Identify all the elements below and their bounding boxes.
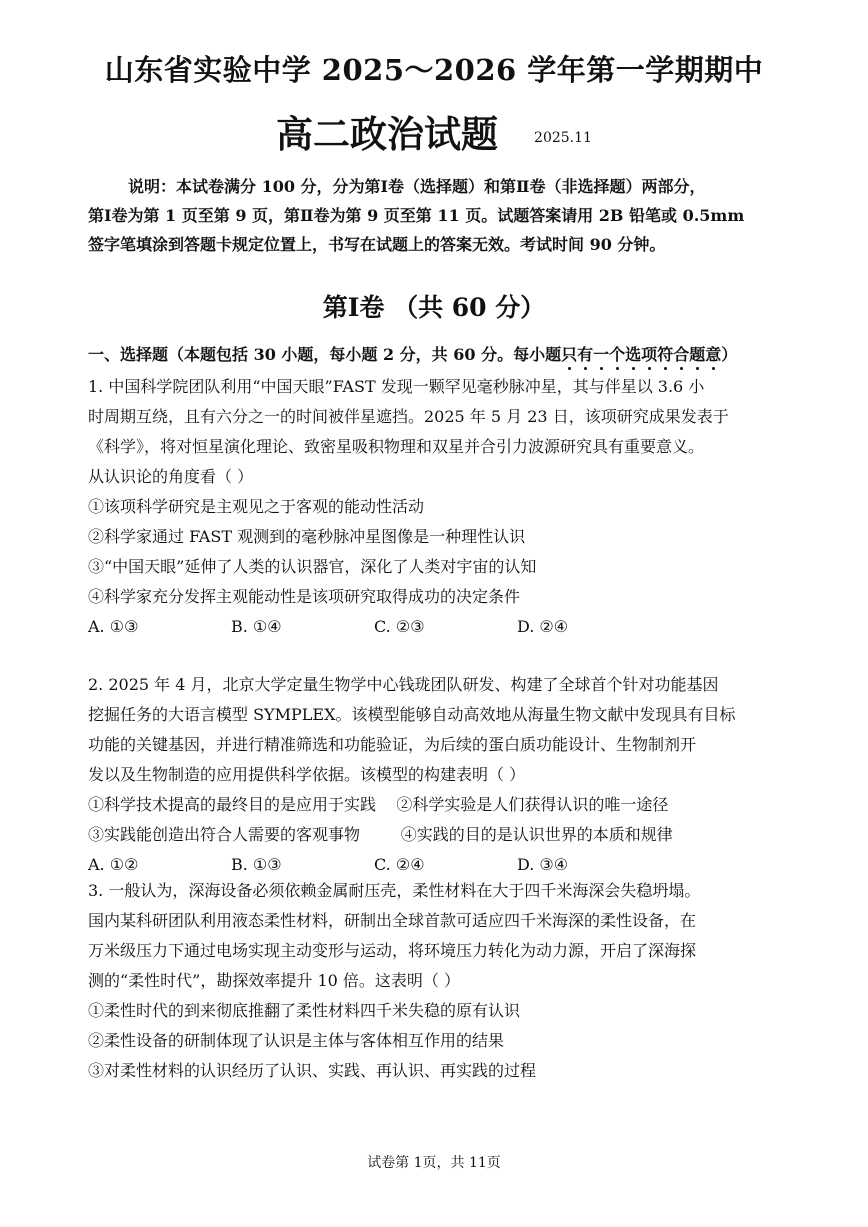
question-stem-line: 功能的关键基因，并进行精准筛选和功能验证，为后续的蛋白质功能设计、生物制剂开 [88,735,697,754]
exam-date: 2025.11 [534,129,592,146]
statement: ①该项科学研究是主观见之于客观的能动性活动 [88,497,425,516]
statement: ④科学家充分发挥主观能动性是该项研究取得成功的决定条件 [88,587,521,606]
statement: ②柔性设备的研制体现了认识是主体与客体相互作用的结果 [88,1031,505,1050]
question-stem-line: 挖掘任务的大语言模型 SYMPLEX。该模型能够自动高效地从海量生物文献中发现具有目标 [88,705,736,724]
statement: ①柔性时代的到来彻底推翻了柔性材料四千米失稳的原有认识 [88,1001,521,1020]
statement: ③对柔性材料的认识经历了认识、实践、再认识、再实践的过程 [88,1061,537,1080]
question-2 [88,670,788,880]
question-1 [88,372,788,642]
question-stem-line: 2. 2025 年 4 月，北京大学定量生物学中心钱珑团队研发、构建了全球首个针对功能基因 [88,675,719,694]
option-a: A. ①② [88,855,139,874]
instructions-line: 第Ⅰ卷为第 1 页至第 9 页，第Ⅱ卷为第 9 页至第 11 页。试题答案请用 2B 铅笔或 0.5mm [88,206,745,225]
option-d: D. ②④ [517,617,569,636]
statement: ③实践能创造出符合人需要的客观事物 ④实践的目的是认识世界的本质和规律 [88,825,673,844]
question-stem-line: 国内某科研团队利用液态柔性材料，研制出全球首款可适应四千米海深的柔性设备，在 [88,911,697,930]
emphasized-text: 只有一个选项符合题意 [561,345,722,364]
question-3 [88,876,788,1086]
question-stem-line: 3. 一般认为，深海设备必须依赖金属耐压壳，柔性材料在大于四千米海深会失稳坍塌。 [88,881,701,900]
option-d: D. ③④ [517,855,569,874]
subject-title-row [0,104,868,158]
statement: ②科学家通过 FAST 观测到的毫秒脉冲星图像是一种理性认识 [88,527,526,546]
option-c: C. ②④ [374,855,425,874]
question-stem-line: 测的“柔性时代”，勘探效率提升 10 倍。这表明（ ） [88,971,460,990]
question-stem-line: 《科学》，将对恒星演化理论、致密星吸积物理和双星并合引力波源研究具有重要意义。 [88,437,705,456]
subject-title: 高二政治试题 [276,112,499,156]
part-one-heading: 一、选择题（本题包括 30 小题，每小题 2 分，共 60 分。每小题只有一个选项符合题意） [88,345,738,364]
exam-instructions [88,172,788,259]
option-c: C. ②③ [374,617,425,636]
option-b: B. ①④ [231,617,282,636]
instructions-line: 签字笔填涂到答题卡规定位置上，书写在试题上的答案无效。考试时间 90 分钟。 [88,235,666,254]
option-a: A. ①③ [88,617,139,636]
question-stem-line: 从认识论的角度看（ ） [88,467,254,486]
question-stem-line: 发以及生物制造的应用提供科学依据。该模型的构建表明（ ） [88,765,526,784]
instructions-line: 说明：本试卷满分 100 分，分为第Ⅰ卷（选择题）和第Ⅱ卷（非选择题）两部分， [128,177,706,196]
statement: ①科学技术提高的最终目的是应用于实践 ②科学实验是人们获得认识的唯一途径 [88,795,669,814]
school-exam-title: 山东省实验中学 2025～2026 学年第一学期期中 [104,53,764,87]
option-b: B. ①③ [231,855,282,874]
question-stem-line: 时周期互绕，且有六分之一的时间被伴星遮挡。2025 年 5 月 23 日，该项研究成果发表于 [88,407,729,426]
page-footer: 试卷第 1页，共 11页 [367,1155,501,1171]
statement: ③“中国天眼”延伸了人类的认识器官，深化了人类对宇宙的认知 [88,557,537,576]
section-title: 第Ⅰ卷 （共 60 分） [322,293,546,322]
question-stem-line: 1. 中国科学院团队利用“中国天眼”FAST 发现一颗罕见毫秒脉冲星，其与伴星以 3.6 小 [88,377,705,396]
question-stem-line: 万米级压力下通过电场实现主动变形与运动，将环境压力转化为动力源，开启了深海探 [88,941,697,960]
answer-options [88,612,788,642]
